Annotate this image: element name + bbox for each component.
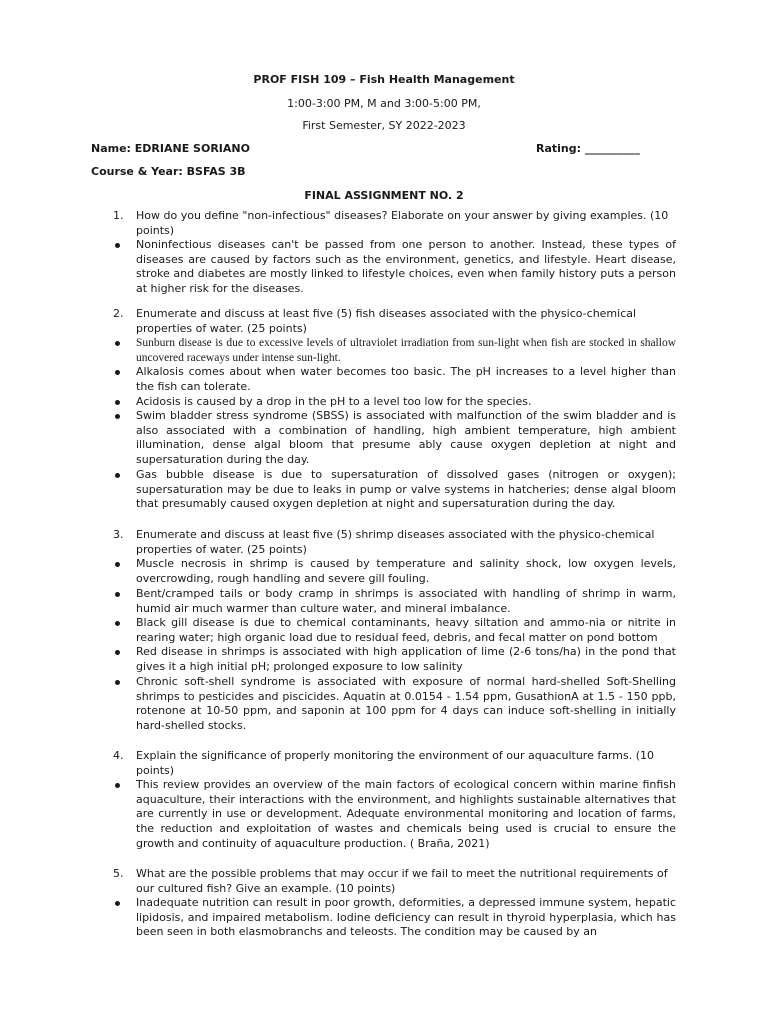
question-text: Explain the significance of properly monitoring the environment of our aquaculture farms. (10 points) <box>136 749 655 777</box>
bullet-icon <box>115 650 120 655</box>
question-text: What are the possible problems that may occur if we fail to meet the nutritional requirements of our cultured fish? Give an example. (10 points) <box>136 867 668 895</box>
assignment-title: FINAL ASSIGNMENT NO. 2 <box>304 189 464 202</box>
answer-text: Red disease in shrimps is associated with high application of lime (2-6 tons/ha) in the pond that gives it a high initial pH; prolonged exposure to low salinity <box>136 645 676 673</box>
answer-text: Muscle necrosis in shrimp is caused by temperature and salinity shock, low oxygen levels, overcrowding, rough handling and severe gill fouling. <box>136 557 676 585</box>
answer-text: Black gill disease is due to chemical contaminants, heavy siltation and ammo-nia or nitrite in rearing water; high organic load due to residual feed, debris, and fecal matter on pond bottom <box>136 616 676 644</box>
answer-text: Chronic soft-shell syndrome is associated with exposure of normal hard-shelled Soft-Shelling shrimps to pesticides and piscicides. Aquatin at 0.0154 - 1.54 ppm, GusathionA at 1.5 - 150 ppb, rotenone at 10-50 ppm, and saponin at 100 ppm for 4 days can induce soft-shelling in initially hard-shelled stocks. <box>136 675 676 733</box>
question-number: 1. <box>113 209 124 222</box>
bullet-icon <box>115 473 120 478</box>
question-number: 4. <box>113 749 124 762</box>
answer-text: Gas bubble disease is due to supersaturation of dissolved gases (nitrogen or oxygen); supersaturation may be due to leaks in pump or valve systems in hatcheries; dense algal bloom that presumably caused oxygen depletion at night and supersaturation during the day. <box>136 468 676 511</box>
semester-line: First Semester, SY 2022-2023 <box>302 119 466 132</box>
question-text: Enumerate and discuss at least five (5) shrimp diseases associated with the physico-chemical properties of water. (25 points) <box>136 528 655 556</box>
bullet-icon <box>115 341 120 346</box>
answer-text: Noninfectious diseases can't be passed from one person to another. Instead, these types of diseases are caused by factors such as the environment, genetics, and lifestyle. Heart disease, stroke and diabetes are mostly linked to lifestyle choices, even when family history puts a person at higher risk for the diseases. <box>136 238 676 296</box>
bullet-icon <box>115 621 120 626</box>
bullet-icon <box>115 400 120 405</box>
bullet-icon <box>115 562 120 567</box>
answer-text: Sunburn disease is due to excessive levels of ultraviolet irradiation from sun-light when fish are stocked in shallow uncovered raceways under intense sun-light. <box>136 337 676 364</box>
question-number: 3. <box>113 528 124 541</box>
course-year: Course & Year: BSFAS 3B <box>91 165 246 178</box>
bullet-icon <box>115 783 120 788</box>
bullet-icon <box>115 901 120 906</box>
bullet-icon <box>115 592 120 597</box>
student-name: Name: EDRIANE SORIANO <box>91 142 250 155</box>
answer-text: Alkalosis comes about when water becomes too basic. The pH increases to a level higher than the fish can tolerate. <box>136 365 676 393</box>
course-title: PROF FISH 109 – Fish Health Management <box>253 73 515 86</box>
question-number: 5. <box>113 867 124 880</box>
answer-text: Swim bladder stress syndrome (SBSS) is associated with malfunction of the swim bladder and is also associated with a combination of handling, high ambient temperature, high ambient illumination, dense algal bloom that presume ably cause oxygen depletion at night and supersaturation during the day. <box>136 409 676 467</box>
bullet-icon <box>115 370 120 375</box>
answer-text: Inadequate nutrition can result in poor growth, deformities, a depressed immune system, hepatic lipidosis, and impaired metabolism. Iodine deficiency can result in thyroid hyperplasia, which has been seen in both elasmobranchs and teleosts. The condition may be caused by an <box>136 896 676 939</box>
bullet-icon <box>115 414 120 419</box>
bullet-icon <box>115 243 120 248</box>
question-number: 2. <box>113 307 124 320</box>
rating-field: Rating: __________ <box>536 142 640 155</box>
class-schedule: 1:00-3:00 PM, M and 3:00-5:00 PM, <box>287 97 481 110</box>
answer-text: This review provides an overview of the main factors of ecological concern within marine finfish aquaculture, their interactions with the environment, and highlights sustainable alternatives that are currently in use or development. Adequate environmental monitoring and location of farms, the reduction and exploitation of wastes and chemicals being used is crucial to ensure the growth and continuity of aquaculture production. ( Braña, 2021) <box>136 778 676 850</box>
question-text: Enumerate and discuss at least five (5) fish diseases associated with the physico-chemical properties of water. (25 points) <box>136 307 637 335</box>
answer-text: Bent/cramped tails or body cramp in shrimps is associated with handling of shrimp in warm, humid air much warmer than culture water, and mineral imbalance. <box>136 587 676 615</box>
bullet-icon <box>115 680 120 685</box>
question-text: How do you define "non-infectious" diseases? Elaborate on your answer by giving examples. (10 points) <box>136 209 669 237</box>
answer-text: Acidosis is caused by a drop in the pH to a level too low for the species. <box>136 395 532 408</box>
